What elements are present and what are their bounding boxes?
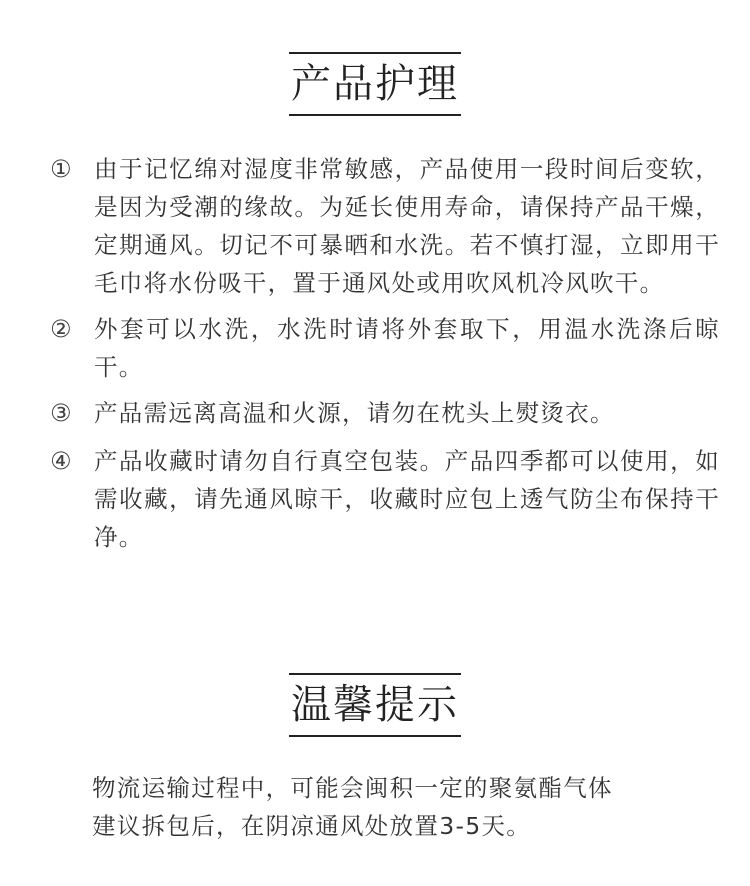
care-item-text: 产品收藏时请勿自行真空包装。产品四季都可以使用，如需收藏，请先通风晾干，收藏时应包上透气防尘布保持干净。 (94, 447, 720, 551)
care-item-number: ① (50, 155, 72, 183)
care-item-number: ④ (50, 447, 72, 475)
care-item-2 (50, 310, 720, 386)
care-item-text: 由于记忆绵对湿度非常敏感，产品使用一段时间后变软，是因为受潮的缘故。为延长使用寿命，请保持产品干燥，定期通风。切记不可暴晒和水洗。若不慎打湿，立即用干毛巾将水份吸干，置于通风处或用吹风机冷风吹干。 (94, 155, 720, 297)
care-item-number: ③ (50, 399, 72, 427)
care-title-block (0, 52, 750, 116)
care-item-3 (50, 394, 720, 432)
tips-line-1: 物流运输过程中，可能会闽积一定的聚氨酯气体 (92, 774, 613, 802)
tips-title-block (0, 673, 750, 737)
care-item-1 (50, 150, 720, 302)
tips-text (92, 769, 712, 845)
care-item-text: 外套可以水洗，水洗时请将外套取下，用温水洗涤后晾干。 (94, 315, 720, 381)
care-section-title: 产品护理 (289, 52, 461, 116)
care-item-4 (50, 442, 720, 556)
tips-line-2: 建议拆包后，在阴凉通风处放置3-5天。 (92, 812, 532, 840)
care-instructions-list (50, 150, 720, 564)
care-item-number: ② (50, 315, 72, 343)
care-item-text: 产品需远离高温和火源，请勿在枕头上熨烫衣。 (94, 399, 615, 427)
tips-section-title: 温馨提示 (289, 673, 461, 737)
